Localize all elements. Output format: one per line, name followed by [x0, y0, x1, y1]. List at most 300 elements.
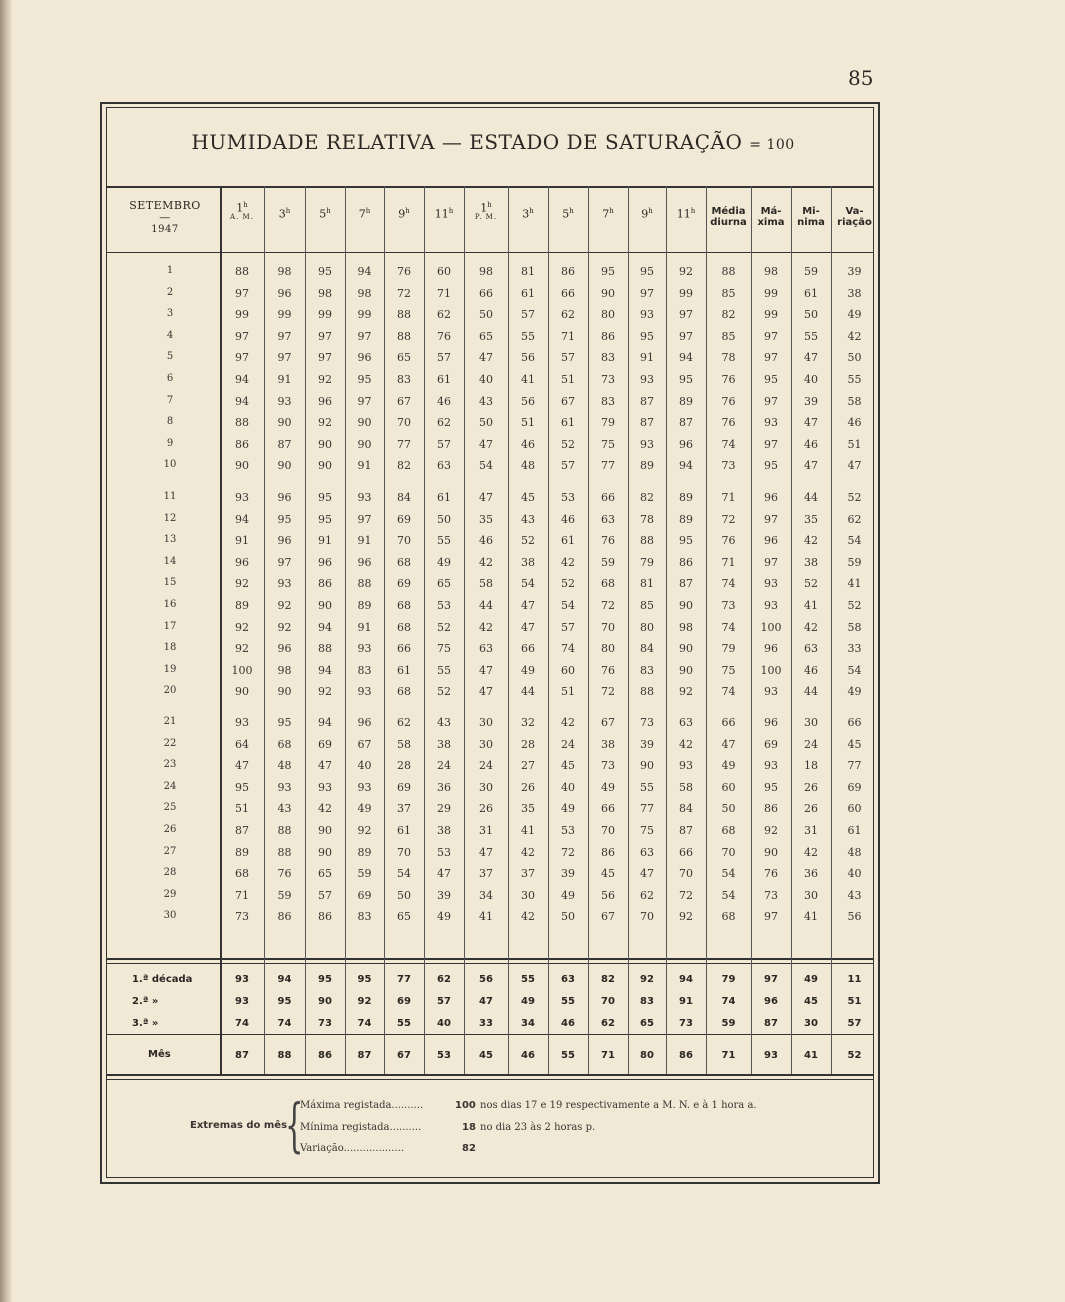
- table-cell: 95: [277, 716, 292, 729]
- day-number: 7: [166, 394, 174, 406]
- month-cell: 86: [679, 1050, 693, 1061]
- summary-cell: 74: [357, 1018, 372, 1029]
- summary-cell: 49: [804, 974, 818, 985]
- table-cell: 97: [357, 329, 372, 343]
- table-cell: 61: [804, 286, 818, 300]
- table-cell: 42: [479, 620, 493, 634]
- table-cell: 41: [521, 373, 535, 386]
- table-cell: 88: [640, 534, 654, 548]
- summary-cell: 87: [764, 1018, 778, 1029]
- hour-suffix: h: [487, 201, 492, 209]
- table-cell: 92: [277, 599, 292, 612]
- table-cell: 38: [521, 555, 535, 569]
- table-cell: 57: [437, 351, 451, 365]
- summary-cell: 57: [437, 996, 451, 1007]
- table-cell: 81: [521, 265, 535, 278]
- table-cell: 68: [721, 824, 736, 837]
- summary-cell: 33: [479, 1018, 493, 1029]
- table-cell: 72: [721, 512, 736, 526]
- table-cell: 42: [521, 845, 535, 859]
- table-cell: 59: [357, 867, 372, 881]
- table-cell: 47: [721, 737, 736, 751]
- table-cell: 88: [277, 824, 292, 837]
- table-cell: 48: [521, 459, 535, 473]
- table-cell: 89: [679, 394, 693, 408]
- table-cell: 93: [357, 491, 372, 504]
- table-cell: 44: [479, 599, 493, 612]
- month-cell: 87: [357, 1050, 372, 1061]
- header-variacao-line1: Va-: [845, 206, 864, 217]
- table-cell: 93: [357, 642, 372, 656]
- month-cell: 87: [235, 1050, 249, 1061]
- table-cell: 49: [437, 555, 451, 569]
- minima-value: 18: [462, 1122, 476, 1133]
- table-cell: 97: [764, 555, 778, 569]
- table-cell: 93: [764, 416, 778, 430]
- table-cell: 71: [721, 555, 736, 569]
- table-cell: 61: [397, 824, 411, 837]
- header-hour: [382, 208, 426, 220]
- table-cell: 97: [679, 329, 693, 343]
- table-cell: 49: [561, 888, 575, 902]
- table-cell: 93: [764, 577, 778, 591]
- table-cell: 76: [601, 663, 615, 677]
- day-number: 13: [163, 534, 177, 546]
- table-cell: 47: [437, 867, 451, 881]
- hour-suffix: h: [569, 207, 574, 215]
- table-cell: 47: [479, 437, 493, 451]
- summary-cell: 55: [397, 1018, 411, 1029]
- table-cell: 49: [437, 910, 451, 924]
- table-cell: 90: [357, 416, 372, 430]
- table-cell: 77: [397, 437, 411, 451]
- table-cell: 97: [357, 394, 372, 408]
- table-cell: 65: [437, 577, 451, 591]
- table-cell: 72: [561, 845, 575, 859]
- table-cell: 47: [521, 599, 535, 612]
- table-cell: 49: [521, 663, 535, 677]
- table-cell: 65: [397, 910, 411, 924]
- table-cell: 75: [601, 437, 615, 451]
- table-cell: 86: [764, 802, 778, 816]
- table-cell: 47: [804, 416, 818, 430]
- header-media-line1: Média: [711, 206, 746, 217]
- day-number: 23: [163, 759, 177, 771]
- table-cell: 50: [397, 888, 411, 902]
- header-hour-label: [625, 208, 669, 220]
- table-cell: 95: [640, 329, 654, 343]
- summary-cell: 47: [479, 996, 493, 1007]
- table-cell: 43: [277, 802, 292, 816]
- table-cell: 92: [235, 642, 249, 656]
- table-cell: 37: [397, 802, 411, 816]
- table-cell: 90: [277, 416, 292, 430]
- table-cell: 79: [640, 555, 654, 569]
- table-cell: 95: [679, 534, 693, 548]
- table-cell: 66: [479, 286, 493, 300]
- table-cell: 49: [601, 780, 615, 794]
- table-cell: 95: [679, 373, 693, 386]
- variacao-value: 82: [462, 1143, 476, 1154]
- table-cell: 88: [640, 685, 654, 699]
- brace-glyph: {: [285, 1091, 304, 1159]
- table-cell: 48: [847, 845, 862, 859]
- table-cell: 86: [318, 910, 332, 924]
- table-cell: 54: [721, 867, 736, 881]
- day-number: 18: [163, 642, 177, 654]
- table-cell: 69: [847, 780, 862, 794]
- header-hour: [586, 208, 630, 220]
- header-media: [705, 207, 753, 228]
- table-cell: 72: [397, 286, 411, 300]
- table-cell: 33: [847, 642, 862, 656]
- table-cell: 41: [521, 824, 535, 837]
- table-cell: 31: [804, 824, 818, 837]
- table-cell: 51: [521, 416, 535, 430]
- variacao-label: Variação...................: [300, 1143, 405, 1154]
- table-cell: 75: [721, 663, 736, 677]
- table-cell: 40: [561, 780, 575, 794]
- table-cell: 77: [640, 802, 654, 816]
- table-cell: 40: [847, 867, 862, 881]
- table-cell: 96: [318, 394, 332, 408]
- summary-cell: 59: [721, 1018, 736, 1029]
- table-cell: 92: [318, 416, 332, 430]
- table-cell: 73: [640, 716, 654, 729]
- table-cell: 67: [397, 394, 411, 408]
- table-cell: 94: [357, 265, 372, 278]
- summary-cell: 74: [235, 1018, 249, 1029]
- summary-cell: 11: [847, 974, 862, 985]
- table-cell: 68: [235, 867, 249, 881]
- hour-number: 3: [278, 207, 286, 221]
- hour-suffix: h: [690, 207, 696, 215]
- table-cell: 86: [561, 265, 575, 278]
- summary-cell: 94: [679, 974, 693, 985]
- table-cell: 88: [357, 577, 372, 591]
- table-cell: 24: [437, 759, 451, 773]
- table-cell: 87: [640, 416, 654, 430]
- hour-suffix: h: [529, 207, 534, 215]
- table-cell: 70: [679, 867, 693, 881]
- table-cell: 95: [277, 512, 292, 526]
- table-cell: 97: [235, 351, 249, 365]
- table-cell: 52: [847, 491, 862, 504]
- table-cell: 49: [561, 802, 575, 816]
- header-maxima-line2: xima: [757, 216, 785, 228]
- day-number: 11: [163, 491, 177, 502]
- header-hour: [625, 208, 669, 220]
- table-cell: 58: [847, 620, 862, 634]
- summary-cell: 70: [601, 996, 615, 1007]
- header-minima: [787, 207, 835, 228]
- table-cell: 49: [847, 685, 862, 699]
- table-cell: 40: [804, 373, 818, 386]
- table-cell: 80: [640, 620, 654, 634]
- table-cell: 71: [561, 329, 575, 343]
- table-cell: 55: [804, 329, 818, 343]
- table-cell: 83: [601, 351, 615, 365]
- table-cell: 76: [721, 534, 736, 548]
- table-cell: 52: [804, 577, 818, 591]
- table-cell: 93: [764, 685, 778, 699]
- table-cell: 91: [235, 534, 249, 548]
- table-cell: 97: [764, 329, 778, 343]
- table-cell: 100: [760, 620, 782, 634]
- table-cell: 83: [397, 373, 411, 386]
- table-cell: 60: [561, 663, 575, 677]
- table-cell: 66: [561, 286, 575, 300]
- table-cell: 63: [437, 459, 451, 473]
- table-cell: 68: [601, 577, 615, 591]
- header-hour-label: [382, 208, 426, 220]
- table-cell: 78: [640, 512, 654, 526]
- table-cell: 96: [235, 555, 249, 569]
- table-cell: 94: [318, 663, 332, 677]
- table-cell: 58: [679, 780, 693, 794]
- table-cell: 71: [721, 491, 736, 504]
- table-cell: 93: [640, 373, 654, 386]
- table-cell: 85: [640, 599, 654, 612]
- month-cell: 55: [561, 1050, 575, 1061]
- table-cell: 84: [397, 491, 411, 504]
- table-cell: 55: [847, 373, 862, 386]
- table-cell: 87: [235, 824, 249, 837]
- table-cell: 52: [521, 534, 535, 548]
- table-cell: 54: [521, 577, 535, 591]
- table-cell: 87: [640, 394, 654, 408]
- table-bottom-rule: [106, 1074, 874, 1076]
- month-cell: 80: [640, 1050, 654, 1061]
- table-cell: 88: [235, 416, 249, 430]
- table-cell: 52: [437, 685, 451, 699]
- table-cell: 75: [640, 824, 654, 837]
- summary-cell: 46: [561, 1018, 575, 1029]
- table-cell: 26: [479, 802, 493, 816]
- day-number: 25: [163, 802, 177, 814]
- table-cell: 66: [397, 642, 411, 656]
- summary-label: 2.ª »: [132, 996, 159, 1007]
- table-cell: 94: [235, 373, 249, 386]
- table-cell: 39: [437, 888, 451, 902]
- table-cell: 55: [521, 329, 535, 343]
- header-dash: —: [159, 210, 171, 224]
- table-cell: 90: [277, 685, 292, 699]
- summary-cell: 55: [561, 996, 575, 1007]
- table-cell: 91: [318, 534, 332, 548]
- table-cell: 96: [277, 286, 292, 300]
- table-cell: 93: [679, 759, 693, 773]
- table-cell: 93: [357, 780, 372, 794]
- table-cell: 90: [277, 459, 292, 473]
- table-cell: 90: [235, 459, 249, 473]
- table-cell: 74: [721, 577, 736, 591]
- summary-cell: 57: [847, 1018, 862, 1029]
- day-number: 3: [166, 308, 174, 320]
- table-cell: 97: [318, 351, 332, 365]
- summary-cell: 93: [235, 996, 249, 1007]
- summary-cell: 34: [521, 1018, 535, 1029]
- table-cell: 68: [397, 599, 411, 612]
- table-cell: 31: [479, 824, 493, 837]
- table-cell: 47: [847, 459, 862, 473]
- table-cell: 41: [479, 910, 493, 924]
- table-cell: 62: [847, 512, 862, 526]
- table-cell: 28: [521, 737, 535, 751]
- header-variacao: [831, 207, 879, 228]
- table-cell: 49: [357, 802, 372, 816]
- table-cell: 95: [235, 780, 249, 794]
- table-cell: 30: [521, 888, 535, 902]
- table-cell: 62: [397, 716, 411, 729]
- table-cell: 94: [235, 512, 249, 526]
- header-hour-label: [506, 208, 550, 220]
- summary-cell: 95: [318, 974, 332, 985]
- table-cell: 46: [479, 534, 493, 548]
- table-cell: 18: [804, 759, 818, 773]
- table-cell: 47: [479, 845, 493, 859]
- table-cell: 93: [640, 308, 654, 322]
- table-cell: 100: [760, 663, 782, 677]
- table-cell: 94: [318, 620, 332, 634]
- table-cell: 27: [521, 759, 535, 773]
- frame-bottom-outer: [100, 1182, 880, 1184]
- table-cell: 76: [721, 416, 736, 430]
- table-cell: 41: [804, 599, 818, 612]
- table-cell: 62: [437, 416, 451, 430]
- hour-number: 11: [434, 207, 449, 221]
- table-cell: 88: [235, 265, 249, 278]
- hour-suffix: h: [405, 207, 410, 215]
- table-cell: 65: [479, 329, 493, 343]
- hour-number: 9: [398, 207, 406, 221]
- table-cell: 99: [277, 308, 292, 322]
- header-media-line2: diurna: [710, 216, 747, 228]
- hour-suffix: h: [609, 207, 614, 215]
- table-cell: 97: [277, 351, 292, 365]
- table-cell: 91: [640, 351, 654, 365]
- summary-cell: 40: [437, 1018, 451, 1029]
- table-cell: 76: [397, 265, 411, 278]
- table-cell: 49: [721, 759, 736, 773]
- table-cell: 59: [847, 555, 862, 569]
- table-cell: 62: [437, 308, 451, 322]
- table-cell: 96: [357, 351, 372, 365]
- table-cell: 63: [601, 512, 615, 526]
- table-cell: 52: [847, 599, 862, 612]
- table-cell: 63: [479, 642, 493, 656]
- table-cell: 97: [318, 329, 332, 343]
- hour-suffix: h: [326, 207, 331, 215]
- summary-label: 1.ª década: [132, 974, 193, 985]
- table-cell: 45: [561, 759, 575, 773]
- table-cell: 95: [640, 265, 654, 278]
- table-cell: 90: [640, 759, 654, 773]
- table-cell: 58: [847, 394, 862, 408]
- table-cell: 68: [397, 555, 411, 569]
- table-cell: 99: [357, 308, 372, 322]
- table-cell: 95: [601, 265, 615, 278]
- summary-cell: 83: [640, 996, 654, 1007]
- table-cell: 38: [437, 824, 451, 837]
- table-cell: 47: [235, 759, 249, 773]
- table-cell: 42: [561, 555, 575, 569]
- table-cell: 54: [479, 459, 493, 473]
- month-cell: 41: [804, 1050, 818, 1061]
- table-cell: 38: [437, 737, 451, 751]
- table-cell: 29: [437, 802, 451, 816]
- table-cell: 98: [357, 286, 372, 300]
- day-number: 26: [163, 824, 177, 835]
- header-hour: [343, 208, 387, 220]
- frame-bottom-inner: [106, 1177, 874, 1178]
- day-number: 6: [166, 373, 174, 384]
- table-cell: 94: [318, 716, 332, 729]
- table-cell: 66: [521, 642, 535, 656]
- summary-cell: 93: [235, 974, 249, 985]
- table-cell: 98: [277, 265, 292, 278]
- table-cell: 42: [804, 845, 818, 859]
- day-number: 8: [166, 416, 174, 428]
- day-number: 29: [163, 888, 177, 900]
- table-cell: 92: [318, 373, 332, 386]
- summary-cell: 30: [804, 1018, 818, 1029]
- hour-number: 11: [676, 207, 691, 221]
- table-cell: 56: [521, 351, 535, 365]
- table-cell: 84: [640, 642, 654, 656]
- table-cell: 24: [561, 737, 575, 751]
- table-cell: 86: [601, 329, 615, 343]
- table-cell: 41: [804, 910, 818, 924]
- month-cell: 67: [397, 1050, 411, 1061]
- table-cell: 44: [521, 685, 535, 699]
- table-cell: 42: [804, 534, 818, 548]
- header-minima-line2: nima: [797, 216, 825, 228]
- table-cell: 74: [721, 685, 736, 699]
- table-cell: 86: [318, 577, 332, 591]
- table-cell: 53: [437, 845, 451, 859]
- table-cell: 96: [764, 642, 778, 656]
- table-cell: 87: [679, 824, 693, 837]
- table-cell: 68: [277, 737, 292, 751]
- summary-cell: 73: [318, 1018, 332, 1029]
- table-cell: 91: [357, 534, 372, 548]
- table-cell: 30: [479, 780, 493, 794]
- table-cell: 72: [679, 888, 693, 902]
- table-cell: 98: [277, 663, 292, 677]
- table-cell: 81: [640, 577, 654, 591]
- table-cell: 87: [679, 416, 693, 430]
- table-cell: 37: [521, 867, 535, 881]
- table-cell: 95: [357, 373, 372, 386]
- summary-cell: 63: [561, 974, 575, 985]
- table-cell: 46: [804, 663, 818, 677]
- table-cell: 90: [318, 824, 332, 837]
- table-cell: 93: [277, 394, 292, 408]
- table-cell: 61: [437, 373, 451, 386]
- table-cell: 51: [235, 802, 249, 816]
- table-cell: 89: [640, 459, 654, 473]
- day-number: 4: [166, 329, 174, 341]
- table-cell: 47: [318, 759, 332, 773]
- table-cell: 60: [437, 265, 451, 278]
- table-cell: 89: [679, 512, 693, 526]
- table-cell: 83: [640, 663, 654, 677]
- table-cell: 89: [357, 599, 372, 612]
- day-number: 9: [166, 437, 174, 449]
- table-cell: 70: [601, 620, 615, 634]
- hour-number: 3: [522, 207, 530, 221]
